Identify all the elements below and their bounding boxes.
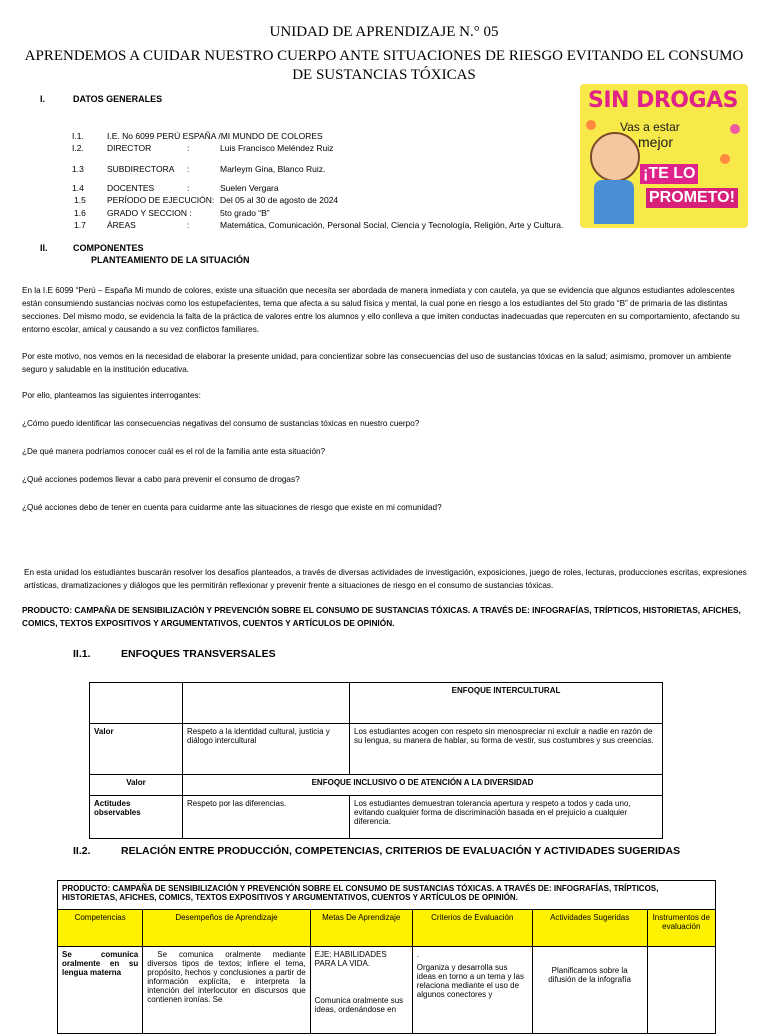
flower-icon <box>720 154 730 164</box>
datos-value: Marleym Gina, Blanco Ruiz. <box>220 164 326 174</box>
datos-label: PERÍODO DE EJECUCIÓN: <box>107 195 215 205</box>
row-number: 1.7 <box>74 220 86 230</box>
column-header: Desempeños de Aprendizaje <box>143 910 310 947</box>
situation-paragraph-2: Por este motivo, nos vemos en la necesidad de elaborar la presente unidad, para concientizar sobre las consecuencias del uso de sustancias tóxicas en la salud; asimismo, promover un ambiente seguro y saludable en la institución educativa. <box>22 352 732 374</box>
datos-row <box>72 130 84 142</box>
row-number: 1.6 <box>74 208 86 218</box>
datos-label: DOCENTES <box>107 183 155 193</box>
table-row <box>58 881 716 910</box>
section-number-ii-1: II.1. <box>73 648 91 660</box>
datos-label: SUBDIRECTORA <box>107 164 175 174</box>
meta-eje: EJE: HABILIDADES PARA LA VIDA. <box>314 950 387 968</box>
producto-cell: PRODUCTO: CAMPAÑA DE SENSIBILIZACIÓN Y PREVENCIÓN SOBRE EL CONSUMO DE SUSTANCIAS TÓXICAS. A TRAVÉS DE: INFOGRAFÍAS, TRÍPTICOS, HISTORIETAS, AFICHES, COMICS, TEXTOS EXPOSITIVOS Y ARGUMENTATIVOS, CUENTOS Y ARTÍCULOS DE OPINIÓN. <box>58 881 716 910</box>
column-header: Actividades Sugeridas <box>532 910 647 947</box>
enfoque-intercultural-header: ENFOQUE INTERCULTURAL <box>350 683 663 724</box>
instrumento-cell <box>647 947 715 1034</box>
child-body-icon <box>594 180 634 224</box>
enfoques-table <box>89 682 663 839</box>
row-label: Valor <box>90 724 183 775</box>
row-label: Valor <box>90 775 183 796</box>
section-heading-relacion: RELACIÓN ENTRE PRODUCCIÓN, COMPETENCIAS, CRITERIOS DE EVALUACIÓN Y ACTIVIDADES SUGERIDAS <box>121 845 681 857</box>
row-number: 1.4 <box>72 183 84 193</box>
meta-cell <box>310 947 412 1034</box>
competencia-cell: Se comunica oralmente en su lengua materna <box>58 947 143 1034</box>
row-number: I.1. <box>72 131 84 141</box>
table-row <box>58 947 716 1034</box>
section-number-ii-2: II.2. <box>73 845 91 857</box>
datos-colon: : <box>187 143 190 153</box>
row-number: I.2. <box>72 143 84 153</box>
relacion-table <box>57 880 716 1034</box>
column-header: Instrumentos de evaluación <box>647 910 715 947</box>
table-row <box>90 683 663 724</box>
banner-line-2: Vas a estar <box>620 120 680 134</box>
criterio-dot: . <box>416 950 419 959</box>
section-number-i: I. <box>40 94 46 104</box>
enfoque-inclusivo-header: ENFOQUE INCLUSIVO O DE ATENCIÓN A LA DIVERSIDAD <box>183 775 663 796</box>
unit-title: UNIDAD DE APRENDIZAJE N.° 05 <box>269 24 499 40</box>
table-cell <box>183 683 350 724</box>
main-title: APRENDEMOS A CUIDAR NUESTRO CUERPO ANTE SITUACIONES DE RIESGO EVITANDO EL CONSUMO DE SUSTANCIAS TÓXICAS <box>24 48 744 83</box>
question-3: ¿Qué acciones podemos llevar a cabo para prevenir el consumo de drogas? <box>22 475 300 484</box>
section-number-ii: II. <box>40 243 48 253</box>
actividad-cell <box>532 947 647 1034</box>
criterio-text: Organiza y desarrolla sus ideas en torno a un tema y las relaciona mediante el uso de algunos conectores y <box>416 963 524 999</box>
table-row <box>90 775 663 796</box>
subheading-planteamiento: PLANTEAMIENTO DE LA SITUACIÓN <box>91 255 250 265</box>
column-header: Metas De Aprendizaje <box>310 910 412 947</box>
row-value: Respeto a la identidad cultural, justicia y diálogo intercultural <box>183 724 350 775</box>
question-4: ¿Qué acciones debo de tener en cuenta para cuidarme ante las situaciones de riesgo que existe en mi comunidad? <box>22 503 442 512</box>
datos-value: Del 05 al 30 de agosto de 2024 <box>220 195 339 205</box>
section-heading-datos: DATOS GENERALES <box>73 94 163 104</box>
question-2: ¿De qué manera podríamos conocer cuál es el rol de la familia ante esta situación? <box>22 447 326 456</box>
banner-line-3: mejor <box>638 134 674 150</box>
child-face-icon <box>590 132 640 182</box>
banner-line-5: PROMETO! <box>646 188 738 208</box>
section-heading-enfoques: ENFOQUES TRANSVERSALES <box>121 648 276 660</box>
datos-label: DIRECTOR <box>107 143 152 153</box>
datos-colon: : <box>187 183 190 193</box>
column-header: Criterios de Evaluación <box>412 910 532 947</box>
row-value: Respeto por las diferencias. <box>183 796 350 839</box>
table-row <box>90 796 663 839</box>
actividad-text: Planificamos sobre la difusión de la infografía <box>548 966 632 984</box>
banner-line-1: SIN DROGAS <box>588 88 738 113</box>
situation-paragraph-1: En la I.E 6099 “Perú – España Mi mundo de colores, existe una situación que necesita ser abordada de manera inmediata y con cautela, ya que se evidencia que algunos estudiantes adolescentes están consumiendo sustancias nocivas como los estupefacientes, tema que afecta a su salud física y mental, la cual pone en riesgo a los estudiantes del 5to grado “B” de primaria de las distintas secciones. Del mismo modo, se evidencia la falta de la práctica de valores entre los alumnos y ello conlleva a que imiten conductas inadecuadas que repercuten en su comportamiento, afectando su entorno escolar, amical y causando a su vez conflictos familiares. <box>22 286 740 334</box>
situation-paragraph-4: En esta unidad los estudiantes buscarán resolver los desafíos planteados, a través de diversas actividades de investigación, exposiciones, juego de roles, lecturas, producciones escritas, expresiones artísticas, dramatizaciones y diálogos que les permitirán reflexionar y prevenir frente a situaciones de riesgo en el consumo de sustancias tóxicas. <box>24 568 747 590</box>
datos-value: Suelen Vergara <box>220 183 279 193</box>
datos-colon: : <box>187 220 190 230</box>
datos-label: GRADO Y SECCION : <box>107 208 192 218</box>
criterio-cell <box>412 947 532 1034</box>
table-cell <box>90 683 183 724</box>
row-description: Los estudiantes demuestran tolerancia apertura y respeto a todos y cada uno, evitando cualquier forma de discriminación basada en el prejuicio a cualquier diferencia. <box>350 796 663 839</box>
flower-icon <box>586 120 596 130</box>
banner-line-4: ¡TE LO <box>640 164 698 184</box>
datos-value: Luis Francisco Meléndez Ruiz <box>220 143 334 153</box>
datos-label: ÁREAS <box>107 220 136 230</box>
table-header-row <box>58 910 716 947</box>
desempeno-cell: Se comunica oralmente mediante diversos tipos de textos; infiere el tema, propósito, hechos y conclusiones a partir de información explícita, e interpreta la intención del interlocutor en discursos que contienen ironías. Se <box>143 947 310 1034</box>
flower-icon <box>730 124 740 134</box>
producto-paragraph: PRODUCTO: CAMPAÑA DE SENSIBILIZACIÓN Y PREVENCIÓN SOBRE EL CONSUMO DE SUSTANCIAS TÓXICAS. A TRAVÉS DE: INFOGRAFÍAS, TRÍPTICOS, HISTORIETAS, AFICHES, COMICS, TEXTOS EXPOSITIVOS Y ARGUMENTATIVOS, CUENTOS Y ARTÍCULOS DE OPINIÓN. <box>22 605 741 628</box>
datos-value: 5to grado “B” <box>220 208 270 218</box>
datos-label: I.E. No 6099 PERÚ ESPAÑA /MI MUNDO DE COLORES <box>107 131 323 141</box>
column-header: Competencias <box>58 910 143 947</box>
question-1: ¿Cómo puedo identificar las consecuencias negativas del consumo de sustancias tóxicas en nuestro cuerpo? <box>22 419 420 428</box>
row-description: Los estudiantes acogen con respeto sin menospreciar ni excluir a nadie en razón de su lengua, su manera de hablar, su forma de vestir, sus costumbres y sus creencias. <box>350 724 663 775</box>
row-label: Actitudes observables <box>90 796 183 839</box>
datos-value: Matemática, Comunicación, Personal Social, Ciencia y Tecnología, Religión, Arte y Cultura. <box>220 220 564 230</box>
datos-colon: : <box>187 164 190 174</box>
table-row <box>90 724 663 775</box>
situation-paragraph-3: Por ello, planteamos las siguientes interrogantes: <box>22 391 201 400</box>
row-number: 1.3 <box>72 164 84 174</box>
section-heading-componentes: COMPONENTES <box>73 243 144 253</box>
sin-drogas-banner-image <box>580 84 748 228</box>
meta-text: Comunica oralmente sus ideas, ordenándose en <box>314 996 404 1014</box>
row-number: 1.5 <box>74 195 86 205</box>
